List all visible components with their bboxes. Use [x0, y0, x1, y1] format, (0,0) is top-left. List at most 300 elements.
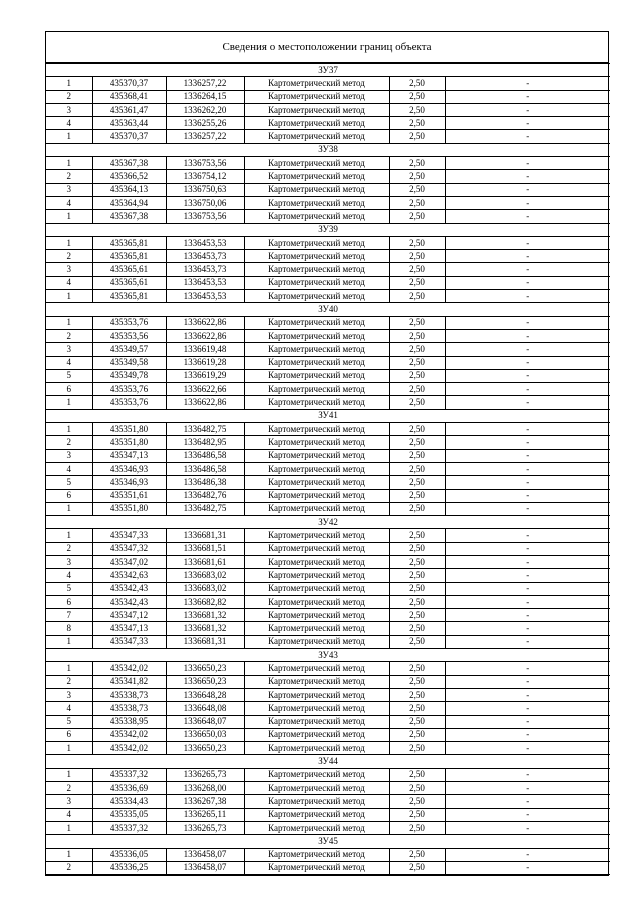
coord-y: 1336753,56	[166, 157, 244, 170]
description: -	[445, 662, 610, 675]
coord-x: 435342,43	[92, 595, 166, 608]
method: Картометрический метод	[244, 449, 389, 462]
coord-y: 1336750,63	[166, 183, 244, 196]
description: -	[445, 702, 610, 715]
coord-x: 435363,44	[92, 117, 166, 130]
coord-y: 1336650,23	[166, 675, 244, 688]
point-number: 3	[46, 183, 92, 196]
coordinates-table-body	[46, 64, 610, 875]
description: -	[445, 196, 610, 209]
accuracy: 2,50	[389, 103, 445, 116]
coord-x: 435370,37	[92, 77, 166, 90]
group-header-row	[46, 649, 610, 662]
table-row	[46, 688, 610, 701]
method: Картометрический метод	[244, 476, 389, 489]
coord-x: 435361,47	[92, 103, 166, 116]
accuracy: 2,50	[389, 569, 445, 582]
coord-x: 435349,78	[92, 369, 166, 382]
coord-x: 435351,80	[92, 436, 166, 449]
point-number: 1	[46, 502, 92, 515]
coord-x: 435342,43	[92, 582, 166, 595]
coord-x: 435338,95	[92, 715, 166, 728]
description: -	[445, 635, 610, 648]
coord-x: 435342,02	[92, 728, 166, 741]
coord-y: 1336681,32	[166, 609, 244, 622]
method: Картометрический метод	[244, 210, 389, 223]
coord-x: 435338,73	[92, 702, 166, 715]
description: -	[445, 170, 610, 183]
table-row	[46, 861, 610, 874]
method: Картометрический метод	[244, 316, 389, 329]
coord-y: 1336648,07	[166, 715, 244, 728]
point-number: 3	[46, 688, 92, 701]
group-header-row	[46, 835, 610, 848]
description: -	[445, 329, 610, 342]
coord-x: 435342,02	[92, 742, 166, 755]
method: Картометрический метод	[244, 263, 389, 276]
table-row	[46, 157, 610, 170]
accuracy: 2,50	[389, 90, 445, 103]
accuracy: 2,50	[389, 276, 445, 289]
coord-y: 1336262,20	[166, 103, 244, 116]
method: Картометрический метод	[244, 848, 389, 861]
table-row	[46, 236, 610, 249]
method: Картометрический метод	[244, 423, 389, 436]
coord-y: 1336622,66	[166, 383, 244, 396]
point-number: 2	[46, 675, 92, 688]
coord-x: 435337,32	[92, 768, 166, 781]
method: Картометрический метод	[244, 688, 389, 701]
table-row	[46, 715, 610, 728]
coord-y: 1336482,76	[166, 489, 244, 502]
coord-x: 435353,76	[92, 396, 166, 409]
description: -	[445, 848, 610, 861]
accuracy: 2,50	[389, 183, 445, 196]
description: -	[445, 476, 610, 489]
method: Картометрический метод	[244, 383, 389, 396]
coord-y: 1336650,23	[166, 742, 244, 755]
accuracy: 2,50	[389, 728, 445, 741]
table-row	[46, 675, 610, 688]
point-number: 6	[46, 595, 92, 608]
description: -	[445, 502, 610, 515]
accuracy: 2,50	[389, 768, 445, 781]
coord-y: 1336265,73	[166, 768, 244, 781]
coord-x: 435365,81	[92, 250, 166, 263]
coord-y: 1336622,86	[166, 396, 244, 409]
group-name: ЗУ45	[46, 835, 610, 848]
coord-x: 435367,38	[92, 210, 166, 223]
method: Картометрический метод	[244, 782, 389, 795]
table-row	[46, 250, 610, 263]
description: -	[445, 808, 610, 821]
point-number: 5	[46, 582, 92, 595]
coord-x: 435338,73	[92, 688, 166, 701]
description: -	[445, 90, 610, 103]
coord-y: 1336619,29	[166, 369, 244, 382]
group-header-row	[46, 303, 610, 316]
point-number: 7	[46, 609, 92, 622]
point-number: 3	[46, 795, 92, 808]
method: Картометрический метод	[244, 369, 389, 382]
point-number: 1	[46, 662, 92, 675]
point-number: 3	[46, 449, 92, 462]
accuracy: 2,50	[389, 542, 445, 555]
point-number: 1	[46, 316, 92, 329]
accuracy: 2,50	[389, 622, 445, 635]
accuracy: 2,50	[389, 449, 445, 462]
accuracy: 2,50	[389, 555, 445, 568]
accuracy: 2,50	[389, 290, 445, 303]
table-row	[46, 782, 610, 795]
table-row	[46, 595, 610, 608]
coord-x: 435341,82	[92, 675, 166, 688]
group-name: ЗУ40	[46, 303, 610, 316]
accuracy: 2,50	[389, 848, 445, 861]
table-row	[46, 622, 610, 635]
method: Картометрический метод	[244, 569, 389, 582]
accuracy: 2,50	[389, 688, 445, 701]
point-number: 2	[46, 90, 92, 103]
method: Картометрический метод	[244, 795, 389, 808]
description: -	[445, 236, 610, 249]
point-number: 1	[46, 742, 92, 755]
accuracy: 2,50	[389, 675, 445, 688]
table-row	[46, 768, 610, 781]
table-row	[46, 662, 610, 675]
point-number: 4	[46, 569, 92, 582]
table-row	[46, 848, 610, 861]
description: -	[445, 383, 610, 396]
method: Картометрический метод	[244, 329, 389, 342]
coord-x: 435365,81	[92, 236, 166, 249]
table-row	[46, 329, 610, 342]
table-row	[46, 742, 610, 755]
method: Картометрический метод	[244, 702, 389, 715]
description: -	[445, 117, 610, 130]
coord-y: 1336681,51	[166, 542, 244, 555]
coord-y: 1336458,07	[166, 861, 244, 874]
point-number: 2	[46, 436, 92, 449]
coord-y: 1336267,38	[166, 795, 244, 808]
table-row	[46, 489, 610, 502]
accuracy: 2,50	[389, 196, 445, 209]
coord-y: 1336622,86	[166, 316, 244, 329]
coord-x: 435353,56	[92, 329, 166, 342]
coord-x: 435349,57	[92, 343, 166, 356]
coord-x: 435351,80	[92, 502, 166, 515]
coord-x: 435368,41	[92, 90, 166, 103]
coord-x: 435347,12	[92, 609, 166, 622]
table-row	[46, 728, 610, 741]
accuracy: 2,50	[389, 662, 445, 675]
coord-y: 1336682,82	[166, 595, 244, 608]
table-row	[46, 702, 610, 715]
method: Картометрический метод	[244, 356, 389, 369]
accuracy: 2,50	[389, 861, 445, 874]
point-number: 4	[46, 462, 92, 475]
point-number: 2	[46, 861, 92, 874]
coord-x: 435334,43	[92, 795, 166, 808]
accuracy: 2,50	[389, 795, 445, 808]
description: -	[445, 675, 610, 688]
method: Картометрический метод	[244, 821, 389, 834]
accuracy: 2,50	[389, 329, 445, 342]
accuracy: 2,50	[389, 263, 445, 276]
point-number: 2	[46, 170, 92, 183]
coord-y: 1336486,38	[166, 476, 244, 489]
coord-x: 435353,76	[92, 383, 166, 396]
description: -	[445, 462, 610, 475]
method: Картометрический метод	[244, 276, 389, 289]
group-name: ЗУ43	[46, 649, 610, 662]
method: Картометрический метод	[244, 130, 389, 143]
coord-y: 1336458,07	[166, 848, 244, 861]
coord-x: 435342,02	[92, 662, 166, 675]
point-number: 6	[46, 489, 92, 502]
point-number: 1	[46, 423, 92, 436]
coord-y: 1336257,22	[166, 77, 244, 90]
accuracy: 2,50	[389, 715, 445, 728]
table-row	[46, 210, 610, 223]
group-name: ЗУ42	[46, 516, 610, 529]
description: -	[445, 782, 610, 795]
coord-y: 1336268,00	[166, 782, 244, 795]
table-row	[46, 103, 610, 116]
method: Картометрический метод	[244, 77, 389, 90]
group-header-row	[46, 409, 610, 422]
table-row	[46, 276, 610, 289]
description: -	[445, 555, 610, 568]
accuracy: 2,50	[389, 742, 445, 755]
accuracy: 2,50	[389, 489, 445, 502]
accuracy: 2,50	[389, 609, 445, 622]
point-number: 5	[46, 715, 92, 728]
point-number: 2	[46, 329, 92, 342]
coord-x: 435370,37	[92, 130, 166, 143]
coord-y: 1336683,02	[166, 582, 244, 595]
table-row	[46, 369, 610, 382]
method: Картометрический метод	[244, 768, 389, 781]
coord-x: 435349,58	[92, 356, 166, 369]
coord-y: 1336683,02	[166, 569, 244, 582]
description: -	[445, 356, 610, 369]
coord-y: 1336622,86	[166, 329, 244, 342]
accuracy: 2,50	[389, 782, 445, 795]
description: -	[445, 250, 610, 263]
point-number: 4	[46, 356, 92, 369]
point-number: 1	[46, 290, 92, 303]
point-number: 1	[46, 130, 92, 143]
coord-y: 1336648,28	[166, 688, 244, 701]
description: -	[445, 542, 610, 555]
coord-y: 1336681,61	[166, 555, 244, 568]
point-number: 2	[46, 542, 92, 555]
accuracy: 2,50	[389, 396, 445, 409]
method: Картометрический метод	[244, 529, 389, 542]
method: Картометрический метод	[244, 462, 389, 475]
accuracy: 2,50	[389, 117, 445, 130]
point-number: 2	[46, 250, 92, 263]
point-number: 1	[46, 848, 92, 861]
description: -	[445, 768, 610, 781]
coord-y: 1336264,15	[166, 90, 244, 103]
method: Картометрический метод	[244, 595, 389, 608]
description: -	[445, 436, 610, 449]
method: Картометрический метод	[244, 290, 389, 303]
coord-x: 435365,61	[92, 263, 166, 276]
group-name: ЗУ38	[46, 143, 610, 156]
coord-y: 1336681,32	[166, 622, 244, 635]
accuracy: 2,50	[389, 821, 445, 834]
accuracy: 2,50	[389, 529, 445, 542]
method: Картометрический метод	[244, 675, 389, 688]
table-row	[46, 356, 610, 369]
point-number: 4	[46, 117, 92, 130]
point-number: 5	[46, 476, 92, 489]
group-name: ЗУ37	[46, 64, 610, 77]
coord-x: 435351,61	[92, 489, 166, 502]
coord-y: 1336265,11	[166, 808, 244, 821]
accuracy: 2,50	[389, 130, 445, 143]
coord-y: 1336453,73	[166, 250, 244, 263]
table-row	[46, 795, 610, 808]
method: Картометрический метод	[244, 742, 389, 755]
coord-x: 435347,13	[92, 622, 166, 635]
group-header-row	[46, 755, 610, 768]
method: Картометрический метод	[244, 103, 389, 116]
coord-x: 435364,94	[92, 196, 166, 209]
point-number: 1	[46, 396, 92, 409]
table-row	[46, 462, 610, 475]
coord-x: 435336,05	[92, 848, 166, 861]
accuracy: 2,50	[389, 316, 445, 329]
coord-x: 435347,33	[92, 529, 166, 542]
table-row	[46, 542, 610, 555]
coord-x: 435346,93	[92, 476, 166, 489]
description: -	[445, 263, 610, 276]
accuracy: 2,50	[389, 77, 445, 90]
accuracy: 2,50	[389, 343, 445, 356]
method: Картометрический метод	[244, 555, 389, 568]
point-number: 4	[46, 196, 92, 209]
table-row	[46, 808, 610, 821]
description: -	[445, 821, 610, 834]
accuracy: 2,50	[389, 635, 445, 648]
description: -	[445, 595, 610, 608]
method: Картометрический метод	[244, 90, 389, 103]
method: Картометрический метод	[244, 728, 389, 741]
point-number: 4	[46, 702, 92, 715]
group-name: ЗУ41	[46, 409, 610, 422]
table-row	[46, 529, 610, 542]
coord-y: 1336453,53	[166, 236, 244, 249]
table-row	[46, 383, 610, 396]
coord-y: 1336453,53	[166, 276, 244, 289]
description: -	[445, 290, 610, 303]
coord-x: 435337,32	[92, 821, 166, 834]
description: -	[445, 582, 610, 595]
table-row	[46, 436, 610, 449]
description: -	[445, 569, 610, 582]
group-header-row	[46, 143, 610, 156]
description: -	[445, 157, 610, 170]
description: -	[445, 130, 610, 143]
coord-y: 1336265,73	[166, 821, 244, 834]
table-row	[46, 290, 610, 303]
point-number: 1	[46, 821, 92, 834]
coord-y: 1336619,48	[166, 343, 244, 356]
description: -	[445, 489, 610, 502]
coord-y: 1336619,28	[166, 356, 244, 369]
description: -	[445, 742, 610, 755]
description: -	[445, 316, 610, 329]
method: Картометрический метод	[244, 582, 389, 595]
point-number: 1	[46, 635, 92, 648]
method: Картометрический метод	[244, 157, 389, 170]
description: -	[445, 369, 610, 382]
accuracy: 2,50	[389, 595, 445, 608]
description: -	[445, 622, 610, 635]
description: -	[445, 795, 610, 808]
method: Картометрический метод	[244, 635, 389, 648]
description: -	[445, 423, 610, 436]
method: Картометрический метод	[244, 250, 389, 263]
point-number: 1	[46, 236, 92, 249]
coord-x: 435365,61	[92, 276, 166, 289]
coord-y: 1336257,22	[166, 130, 244, 143]
table-row	[46, 609, 610, 622]
coord-x: 435366,52	[92, 170, 166, 183]
point-number: 2	[46, 782, 92, 795]
method: Картометрический метод	[244, 502, 389, 515]
coord-y: 1336453,53	[166, 290, 244, 303]
description: -	[445, 183, 610, 196]
point-number: 1	[46, 157, 92, 170]
description: -	[445, 343, 610, 356]
coord-x: 435336,69	[92, 782, 166, 795]
point-number: 3	[46, 263, 92, 276]
method: Картометрический метод	[244, 662, 389, 675]
accuracy: 2,50	[389, 476, 445, 489]
accuracy: 2,50	[389, 462, 445, 475]
accuracy: 2,50	[389, 356, 445, 369]
description: -	[445, 396, 610, 409]
method: Картометрический метод	[244, 196, 389, 209]
table-row	[46, 183, 610, 196]
group-header-row	[46, 516, 610, 529]
coord-y: 1336482,75	[166, 502, 244, 515]
coord-y: 1336648,08	[166, 702, 244, 715]
description: -	[445, 861, 610, 874]
method: Картометрический метод	[244, 183, 389, 196]
method: Картометрический метод	[244, 542, 389, 555]
accuracy: 2,50	[389, 502, 445, 515]
point-number: 1	[46, 77, 92, 90]
table-row	[46, 476, 610, 489]
table-row	[46, 555, 610, 568]
coord-y: 1336255,26	[166, 117, 244, 130]
point-number: 3	[46, 343, 92, 356]
description: -	[445, 688, 610, 701]
method: Картометрический метод	[244, 861, 389, 874]
method: Картометрический метод	[244, 396, 389, 409]
coord-y: 1336650,03	[166, 728, 244, 741]
point-number: 4	[46, 808, 92, 821]
point-number: 5	[46, 369, 92, 382]
accuracy: 2,50	[389, 210, 445, 223]
table-row	[46, 343, 610, 356]
